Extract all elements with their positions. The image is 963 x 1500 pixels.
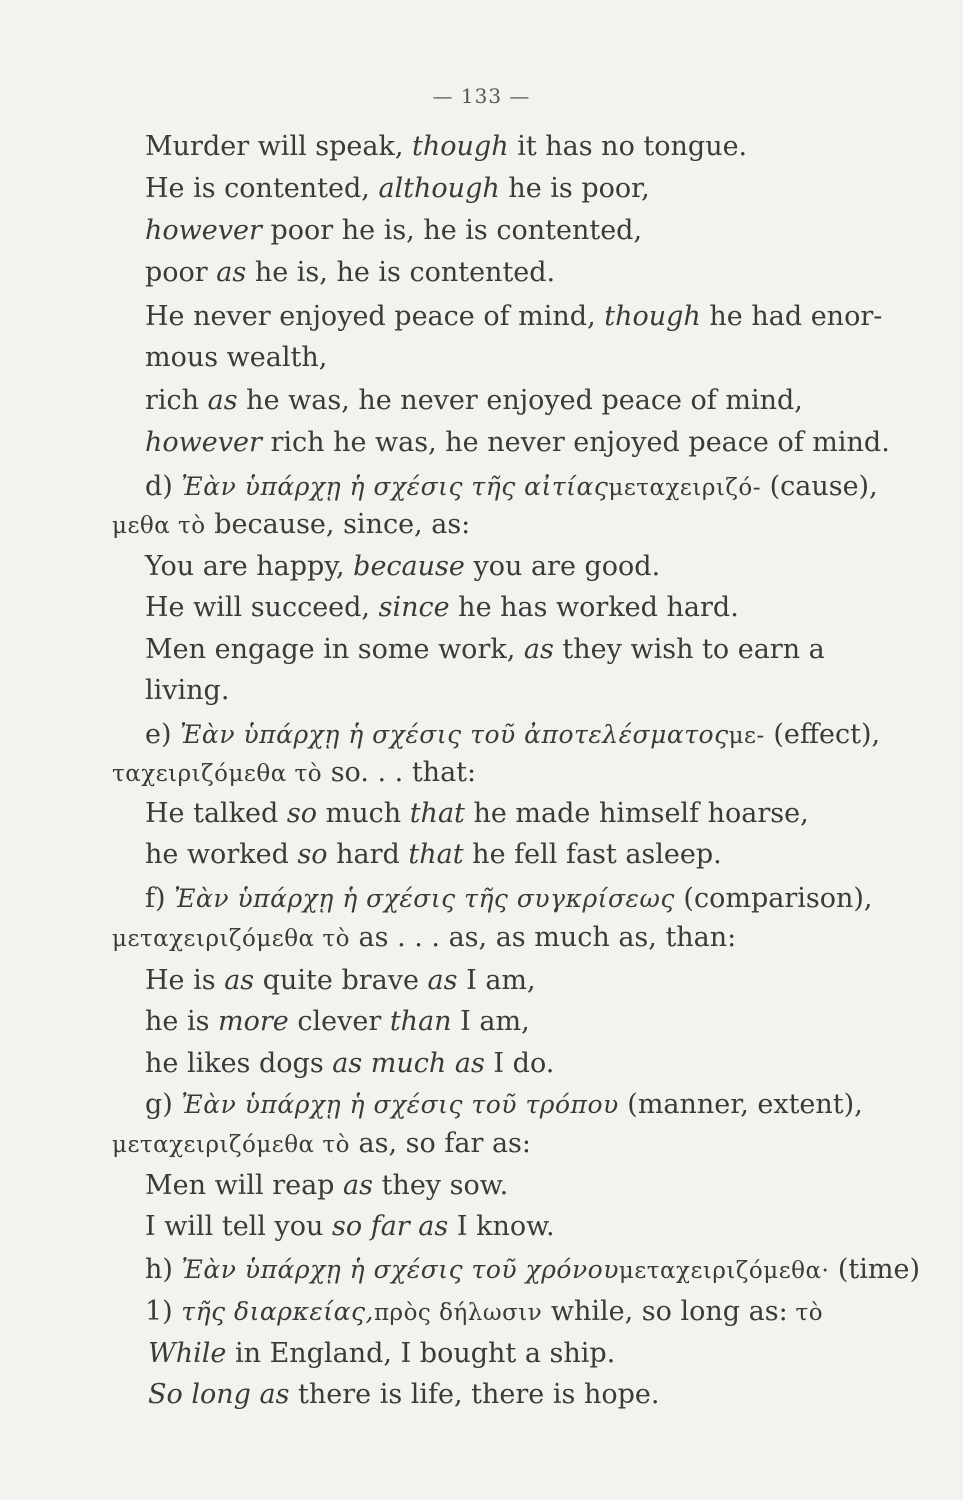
text-line	[112, 1127, 832, 1162]
greek-text: μεταχειριζόμεθα τὸ	[112, 1132, 350, 1158]
text-run: f)	[145, 883, 175, 914]
text-run: as, so far as:	[349, 1128, 531, 1159]
text-line	[145, 964, 865, 998]
text-run: he worked	[145, 839, 298, 870]
italic-word: so far as	[332, 1211, 449, 1242]
italic-word: however	[145, 427, 262, 458]
italic-word: than	[389, 1006, 452, 1037]
text-line	[145, 633, 865, 667]
text-run: he is, he is contented.	[246, 257, 556, 288]
greek-text: Ἐὰν ὑπάρχῃ ἡ σχέσις τοῦ τρόπου	[181, 1090, 619, 1119]
text-line	[145, 300, 883, 334]
text-line	[145, 797, 865, 831]
text-run: He is	[145, 965, 225, 996]
text-run: much	[317, 798, 410, 829]
text-line	[145, 674, 865, 708]
text-line	[145, 172, 865, 206]
text-run: quite brave	[254, 965, 428, 996]
italic-word: because	[353, 551, 465, 582]
italic-word: since	[378, 592, 450, 623]
text-run: he has worked hard.	[449, 592, 739, 623]
text-run: because, since, as:	[205, 509, 471, 540]
text-run: it has no tongue.	[508, 131, 748, 162]
text-line	[145, 550, 865, 584]
text-line	[145, 1295, 865, 1330]
text-run: he was, he never enjoyed peace of mind,	[237, 385, 803, 416]
text-run: while, so long as:	[542, 1296, 788, 1327]
italic-word: though	[412, 131, 509, 162]
text-run: clever	[288, 1006, 390, 1037]
greek-text: ταχειριζόμεθα τὸ	[112, 761, 323, 787]
greek-text: Ἐὰν ὑπάρχῃ ἡ σχέσις τοῦ χρόνου	[181, 1255, 619, 1284]
text-run: Murder will speak,	[145, 131, 413, 162]
text-run: You are happy,	[145, 551, 354, 582]
text-run: he fell fast asleep.	[463, 839, 722, 870]
italic-word: While	[148, 1338, 227, 1369]
italic-word: as	[216, 257, 247, 288]
text-run: I am,	[457, 965, 536, 996]
italic-word: as much as	[332, 1048, 485, 1079]
text-line	[145, 470, 878, 505]
text-run: rich he was, he never enjoyed peace of mind.	[261, 427, 890, 458]
greek-text: τὸ	[787, 1300, 824, 1326]
italic-word: So long as	[148, 1379, 290, 1410]
text-line	[145, 591, 865, 625]
text-line	[148, 1378, 868, 1412]
greek-text: με-	[728, 723, 765, 749]
text-run: I will tell you	[145, 1211, 333, 1242]
text-run: (cause),	[761, 471, 878, 502]
text-run: He is contented,	[145, 173, 379, 204]
greek-text: τῆς διαρκείας,	[181, 1297, 374, 1326]
italic-word: that	[409, 798, 465, 829]
italic-word: though	[604, 301, 701, 332]
italic-word: as	[343, 1170, 373, 1201]
text-line	[145, 384, 865, 418]
text-line	[145, 214, 865, 248]
text-run: He never enjoyed peace of mind,	[145, 301, 605, 332]
text-run: poor	[145, 257, 217, 288]
text-run: he is poor,	[499, 173, 650, 204]
text-line	[145, 1005, 865, 1039]
text-line	[145, 130, 865, 164]
text-run: 1)	[145, 1296, 182, 1327]
text-line	[145, 1047, 865, 1081]
text-run: d)	[145, 471, 182, 502]
italic-word: as	[207, 385, 238, 416]
text-line	[112, 921, 832, 956]
text-run: (comparison),	[674, 883, 873, 914]
italic-word: as	[224, 965, 255, 996]
text-run: I know.	[448, 1211, 555, 1242]
greek-text: μεθα τὸ	[112, 513, 206, 539]
italic-word: that	[408, 839, 464, 870]
text-run: so. . . that:	[322, 757, 477, 788]
text-line	[145, 882, 873, 916]
text-line	[145, 718, 881, 753]
text-run: they wish to earn a	[553, 634, 825, 665]
text-run: poor he is, he is contented,	[261, 215, 643, 246]
page-number: — 133 —	[432, 84, 531, 108]
text-line	[145, 1169, 865, 1203]
text-line	[145, 256, 865, 290]
text-line	[112, 508, 832, 543]
greek-text: Ἐὰν ὑπάρχῃ ἡ σχέσις τῆς συγκρίσεως	[174, 884, 675, 913]
text-run: mous wealth,	[145, 342, 328, 373]
text-run: Men engage in some work,	[145, 634, 524, 665]
italic-word: more	[218, 1006, 289, 1037]
italic-word: so	[297, 839, 328, 870]
text-run: he likes dogs	[145, 1048, 333, 1079]
greek-text: πρὸς δήλωσιν	[373, 1300, 543, 1326]
text-line	[145, 1210, 865, 1244]
text-run: (time)	[829, 1254, 921, 1285]
text-run: (manner, extent),	[618, 1089, 863, 1120]
greek-text: Ἐὰν ὑπάρχῃ ἡ σχέσις τοῦ ἀποτελέσματος	[180, 720, 729, 749]
greek-text: μεταχειριζόμεθα·	[618, 1258, 830, 1284]
text-line	[145, 1253, 921, 1288]
italic-word: although	[378, 173, 500, 204]
text-line	[145, 426, 890, 460]
italic-word: as	[523, 634, 554, 665]
text-line	[145, 341, 865, 375]
text-run: he had enor-	[700, 301, 883, 332]
text-run: Men will reap	[145, 1170, 344, 1201]
text-line	[112, 756, 832, 791]
text-run: hard	[327, 839, 409, 870]
text-run: living.	[145, 675, 230, 706]
text-line	[145, 1088, 865, 1122]
text-run: he made himself hoarse,	[464, 798, 809, 829]
greek-text: μεταχειριζό-	[608, 475, 761, 501]
italic-word: as	[427, 965, 458, 996]
text-run: h)	[145, 1254, 182, 1285]
text-run: He will succeed,	[145, 592, 379, 623]
text-run: you are good.	[464, 551, 661, 582]
text-run: they sow.	[373, 1170, 509, 1201]
greek-text: μεταχειριζόμεθα τὸ	[112, 926, 350, 952]
text-run: He talked	[145, 798, 287, 829]
text-line	[148, 1337, 868, 1371]
greek-text: Ἐὰν ὑπάρχῃ ἡ σχέσις τῆς αἰτίας	[181, 472, 609, 501]
text-line	[145, 838, 865, 872]
text-run: rich	[145, 385, 208, 416]
italic-word: so	[286, 798, 318, 829]
text-run: as . . . as, as much as, than:	[349, 922, 737, 953]
text-run: g)	[145, 1089, 182, 1120]
text-run: (effect),	[764, 719, 881, 750]
text-run: in England, I bought a ship.	[226, 1338, 616, 1369]
text-run: I am,	[451, 1006, 530, 1037]
text-run: he is	[145, 1006, 219, 1037]
italic-word: however	[145, 215, 262, 246]
text-run: I do.	[484, 1048, 555, 1079]
text-run: there is life, there is hope.	[289, 1379, 660, 1410]
text-run: e)	[145, 719, 181, 750]
